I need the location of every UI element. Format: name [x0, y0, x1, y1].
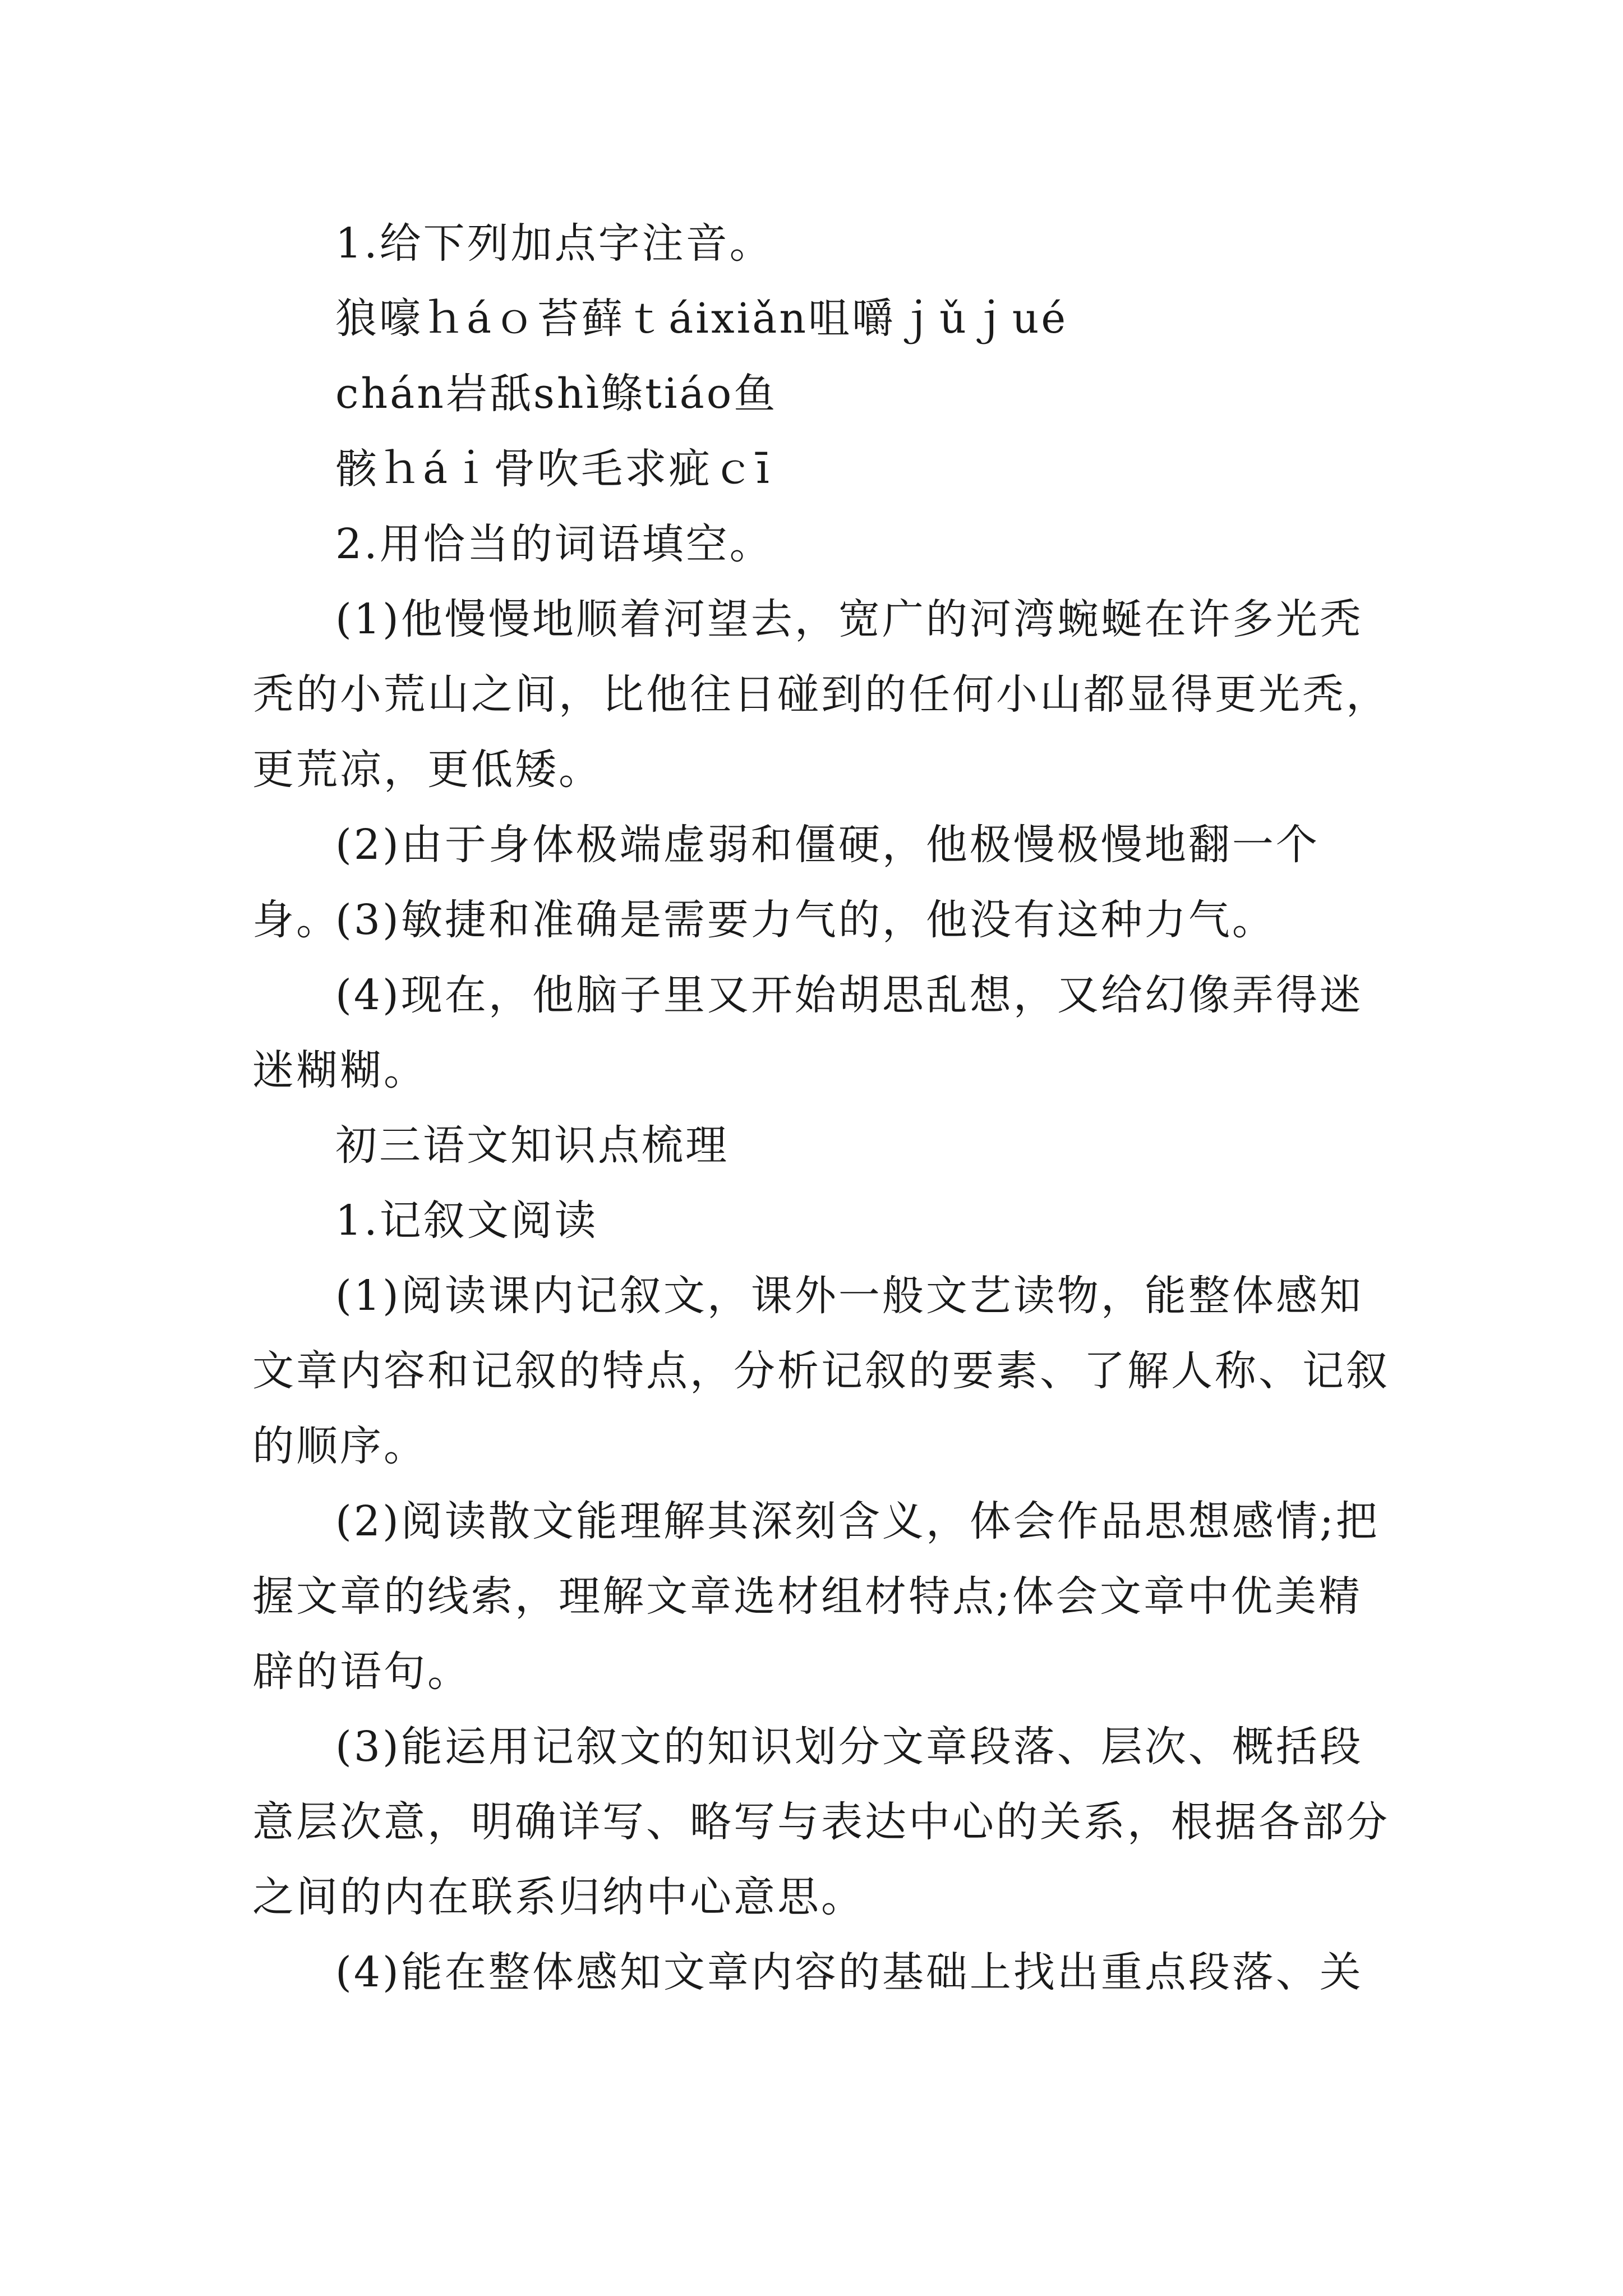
section-heading: 初三语文知识点梳理: [335, 1121, 729, 1170]
paragraph-1: 1.给下列加点字注音。: [335, 219, 773, 268]
paragraph-8: (3)敏捷和准确是需要力气的，他没有这种力气。: [335, 896, 1276, 944]
paragraph-7: (2)由于身体极端虚弱和僵硬，他极慢极慢地翻一个身。: [252, 821, 1320, 944]
paragraph-15: (4)能在整体感知文章内容的基础上找出重点段落、关: [335, 1948, 1363, 1996]
paragraph-13: (2)阅读散文能理解其深刻含义，体会作品思想感情;把握文章的线索，理解文章选材组材特点;体会文章中优美精辟的语句。: [252, 1497, 1380, 1696]
paragraph-14: (3)能运用记叙文的知识划分文章段落、层次、概括段意层次意，明确详写、略写与表达中心的关系，根据各部分之间的内在联系归纳中心意思。: [252, 1723, 1390, 1921]
paragraph-2: 狼嚎ｈáｏ苔藓ｔáixiǎn咀嚼ｊǔｊué: [335, 295, 1068, 343]
paragraph-6: (1)他慢慢地顺着河望去，宽广的河湾蜿蜒在许多光秃秃的小荒山之间，比他往日碰到的任何小山都显得更光秃，更荒凉，更低矮。: [252, 595, 1390, 794]
paragraph-4: 骸ｈáｉ骨吹毛求疵ｃī: [335, 445, 772, 493]
paragraph-5: 2.用恰当的词语填空。: [335, 520, 773, 568]
paragraph-3: chán岩舐shì鲦tiáo鱼: [335, 370, 778, 418]
paragraph-12: (1)阅读课内记叙文，课外一般文艺读物，能整体感知文章内容和记叙的特点，分析记叙的要素、了解人称、记叙的顺序。: [252, 1272, 1390, 1470]
paragraph-11: 1.记叙文阅读: [335, 1197, 598, 1245]
paragraph-9: (4)现在，他脑子里又开始胡思乱想，又给幻像弄得迷迷糊糊。: [252, 971, 1363, 1094]
